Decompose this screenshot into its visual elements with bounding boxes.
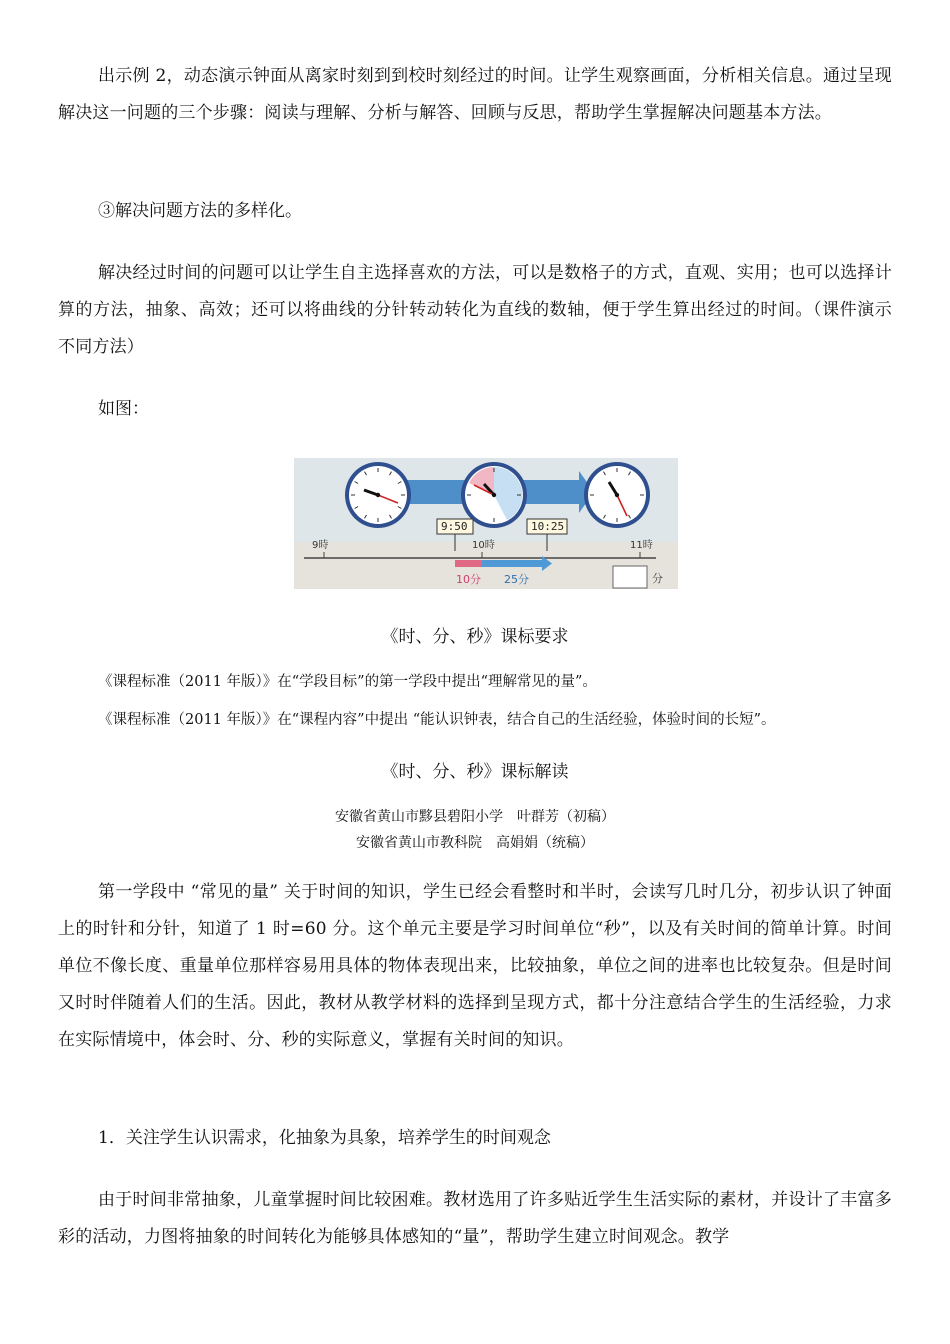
segment-25min-label: 25分 [504, 573, 529, 586]
label-9-oclock: 9時 [312, 540, 329, 551]
time-end-label: 10:25 [531, 520, 565, 533]
standards-line-2: 《课程标准（2011 年版）》在“课程内容”中提出 “能认识钟表，结合自己的生活经验，体验时间的长短”。 [98, 712, 776, 728]
interpretation-title: 《时、分、秒》课标解读 [381, 762, 569, 782]
author-final: 安徽省黄山市教科院 高娟娟（统稿） [356, 835, 594, 851]
standards-title: 《时、分、秒》课标要求 [381, 627, 569, 647]
section-heading-1: 1．关注学生认识需求，化抽象为具象，培养学生的时间观念 [98, 1128, 551, 1148]
time-number-line [304, 552, 656, 558]
segment-25min [482, 560, 544, 567]
time-start-label: 9:50 [441, 520, 468, 533]
clock-start-icon [345, 462, 411, 528]
paragraph-method-variety-heading: ③解决问题方法的多样化。 [98, 201, 302, 221]
clock-end-icon [584, 462, 650, 528]
label-11-oclock: 11時 [630, 540, 653, 551]
paragraph-unit-overview: 第一学段中 “常见的量” 关于时间的知识，学生已经会看整时和半时，会读写几时几分，初步认识了钟面上的时针和分针，知道了 1 时=60 分。这个单元主要是学习时间单位“秒”，以及有关时间的简单计算。时间单位不像长度、重量单位那样容易用具体的物体表现出来，比较抽象，单位之间的进率也比较复杂。但是时间又时时伴随着人们的生活。因此，教材从教学材料的选择到呈现方式，都十分注意结合学生的生活经验，力求在实际情境中，体会时、分、秒的实际意义，掌握有关时间的知识。 [58, 882, 892, 1050]
clock-elapsed-icon [461, 462, 527, 528]
paragraph-example-2: 出示例 2，动态演示钟面从离家时刻到到校时刻经过的时间。让学生观察画面，分析相关信息。通过呈现解决这一问题的三个步骤：阅读与理解、分析与解答、回顾与反思，帮助学生掌握解决问题基本方法。 [58, 66, 892, 123]
paragraph-solution-methods: 解决经过时间的问题可以让学生自主选择喜欢的方法，可以是数格子的方式，直观、实用；也可以选择计算的方法，抽象、高效；还可以将曲线的分针转动转化为直线的数轴，便于学生算出经过的时间。（课件演示不同方法） [58, 263, 892, 357]
segment-10min-label: 10分 [456, 573, 481, 586]
segment-10min [455, 560, 482, 567]
paragraph-time-concept: 由于时间非常抽象，儿童掌握时间比较困难。教材选用了许多贴近学生生活实际的素材，并设计了丰富多彩的活动，力图将抽象的时间转化为能够具体感知的“量”，帮助学生建立时间观念。教学 [58, 1190, 892, 1247]
label-10-oclock: 10時 [472, 540, 495, 551]
paragraph-as-shown: 如图： [98, 399, 149, 419]
answer-box [613, 566, 647, 588]
standards-line-1: 《课程标准（2011 年版）》在“学段目标”的第一学段中提出“理解常见的量”。 [98, 674, 597, 690]
answer-unit-label: 分 [652, 572, 663, 585]
author-draft: 安徽省黄山市黟县碧阳小学 叶群芳（初稿） [335, 809, 615, 825]
clock-number-line-figure [294, 458, 678, 589]
